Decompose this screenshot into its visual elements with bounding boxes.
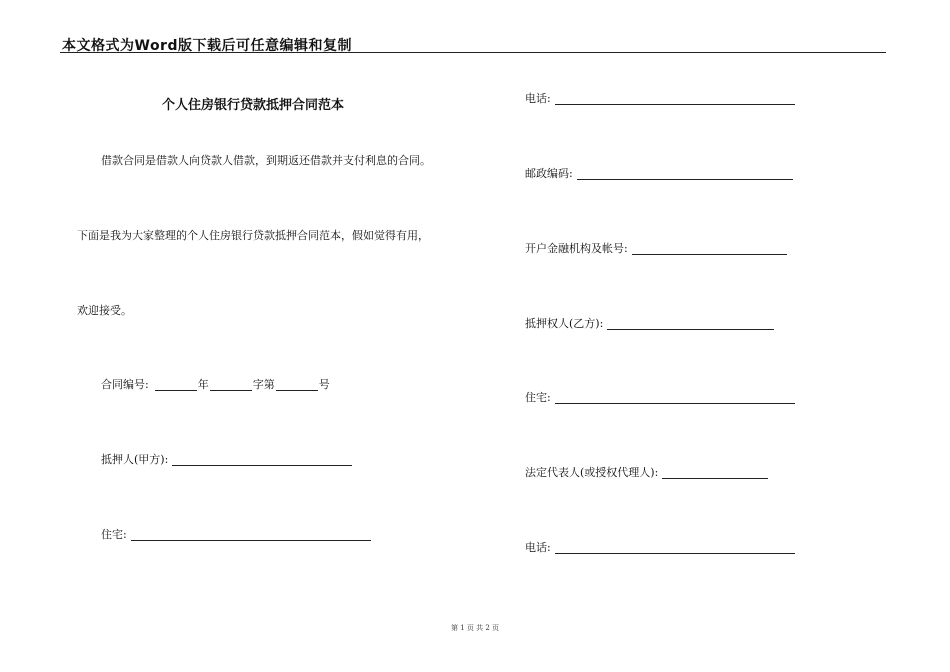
document-title: 个人住房银行贷款抵押合同范本	[162, 98, 345, 113]
intro-paragraph-line-2	[77, 229, 429, 242]
phone-row-2	[525, 541, 795, 554]
contract-number-text: 号	[318, 378, 330, 391]
postal-code-label: 邮政编码:	[525, 167, 573, 180]
mortgagee-label: 抵押权人(乙方):	[525, 317, 604, 330]
postal-code-row	[525, 167, 793, 180]
legal-rep-label: 法定代表人(或授权代理人):	[525, 466, 659, 479]
contract-number-label: 合同编号:	[101, 378, 149, 391]
mortgagor-row	[101, 453, 352, 466]
phone-field-1[interactable]	[555, 93, 795, 105]
bank-account-row	[525, 242, 787, 255]
mortgagor-label: 抵押人(甲方):	[101, 453, 169, 466]
intro-text-2: 下面是我为大家整理的个人住房银行贷款抵押合同范本，假如觉得有用，	[77, 229, 429, 242]
header-divider	[60, 52, 886, 53]
contract-word-text: 字第	[252, 378, 275, 391]
document-header: 本文格式为Word版下载后可任意编辑和复制	[62, 38, 352, 54]
intro-paragraph-line-1	[101, 154, 431, 167]
page-footer: 第 1 页 共 2 页	[450, 624, 500, 632]
phone-label-2: 电话:	[525, 541, 551, 554]
phone-field-2[interactable]	[555, 542, 795, 554]
phone-row-1	[525, 92, 795, 105]
mortgagee-row	[525, 317, 774, 330]
contract-number-blank[interactable]	[276, 379, 318, 391]
bank-account-field[interactable]	[632, 243, 787, 255]
mortgagee-field[interactable]	[607, 318, 774, 330]
bank-account-label: 开户金融机构及帐号:	[525, 242, 628, 255]
intro-text-1: 借款合同是借款人向贷款人借款，到期返还借款并支付利息的合同。	[101, 154, 431, 167]
legal-rep-field[interactable]	[662, 467, 768, 479]
intro-text-3: 欢迎接受。	[77, 304, 132, 317]
contract-word-blank[interactable]	[210, 379, 252, 391]
postal-code-field[interactable]	[577, 168, 793, 180]
left-residence-row	[101, 528, 371, 541]
contract-number-row	[101, 378, 330, 391]
phone-label-1: 电话:	[525, 92, 551, 105]
left-residence-field[interactable]	[131, 529, 371, 541]
left-residence-label: 住宅:	[101, 528, 127, 541]
contract-year-text: 年	[197, 378, 209, 391]
mortgagor-field[interactable]	[172, 454, 352, 466]
right-residence-label: 住宅:	[525, 391, 551, 404]
right-residence-row	[525, 391, 795, 404]
contract-year-blank[interactable]	[155, 379, 197, 391]
right-residence-field[interactable]	[555, 392, 795, 404]
intro-paragraph-line-3	[77, 304, 132, 317]
legal-rep-row	[525, 466, 768, 479]
